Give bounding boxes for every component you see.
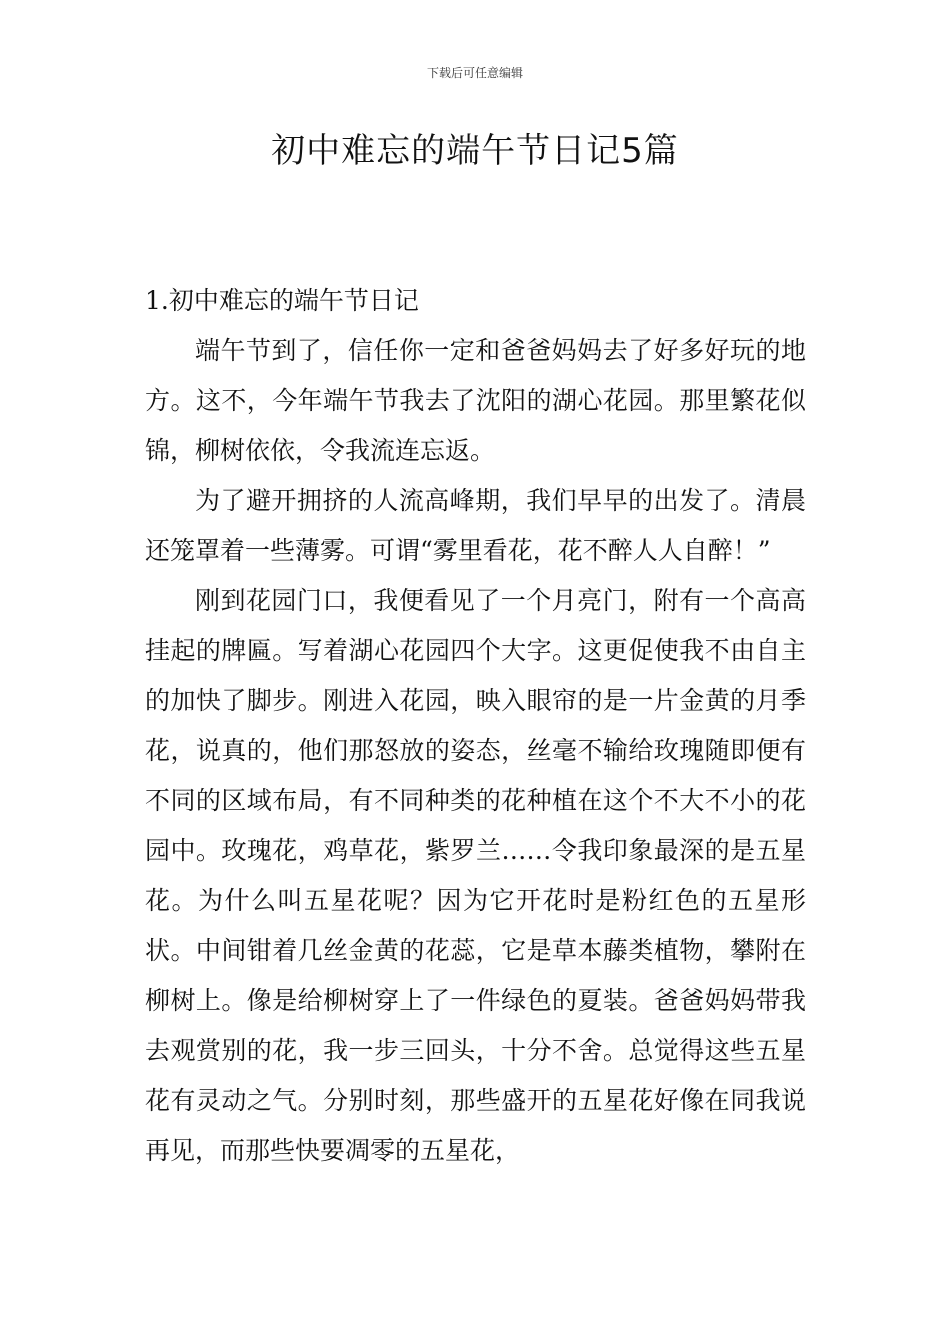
document-title: 初中难忘的端午节日记5篇 bbox=[271, 131, 679, 171]
page-header-note: 下载后可任意编辑 bbox=[426, 66, 523, 80]
section-heading: 1.初中难忘的端午节日记 bbox=[145, 286, 419, 315]
paragraph-2: 为了避开拥挤的人流高峰期，我们早早的出发了。清晨还笼罩着一些薄雾。可谓“雾里看花，花不醉人人自醉！” bbox=[145, 486, 806, 565]
paragraph-1: 端午节到了，信任你一定和爸爸妈妈去了好多好玩的地方。这不，今年端午节我去了沈阳的湖心花园。那里繁花似锦，柳树依依，令我流连忘返。 bbox=[145, 336, 806, 465]
paragraph-3: 刚到花园门口，我便看见了一个月亮门，附有一个高高挂起的牌匾。写着湖心花园四个大字。这更促使我不由自主的加快了脚步。刚进入花园，映入眼帘的是一片金黄的月季花，说真的，他们那怒放的姿态，丝毫不输给玫瑰随即便有不同的区域布局，有不同种类的花种植在这个不大不小的花园中。玫瑰花，鸡草花，紫罗兰……令我印象最深的是五星花。为什么叫五星花呢？因为它开花时是粉红色的五星形状。中间钳着几丝金黄的花蕊，它是草本藤类植物，攀附在柳树上。像是给柳树穿上了一件绿色的夏装。爸爸妈妈带我去观赏别的花，我一步三回头，十分不舍。总觉得这些五星花有灵动之气。分别时刻，那些盛开的五星花好像在同我说再见，而那些快要凋零的五星花， bbox=[145, 586, 806, 1165]
document-body bbox=[145, 276, 806, 1176]
